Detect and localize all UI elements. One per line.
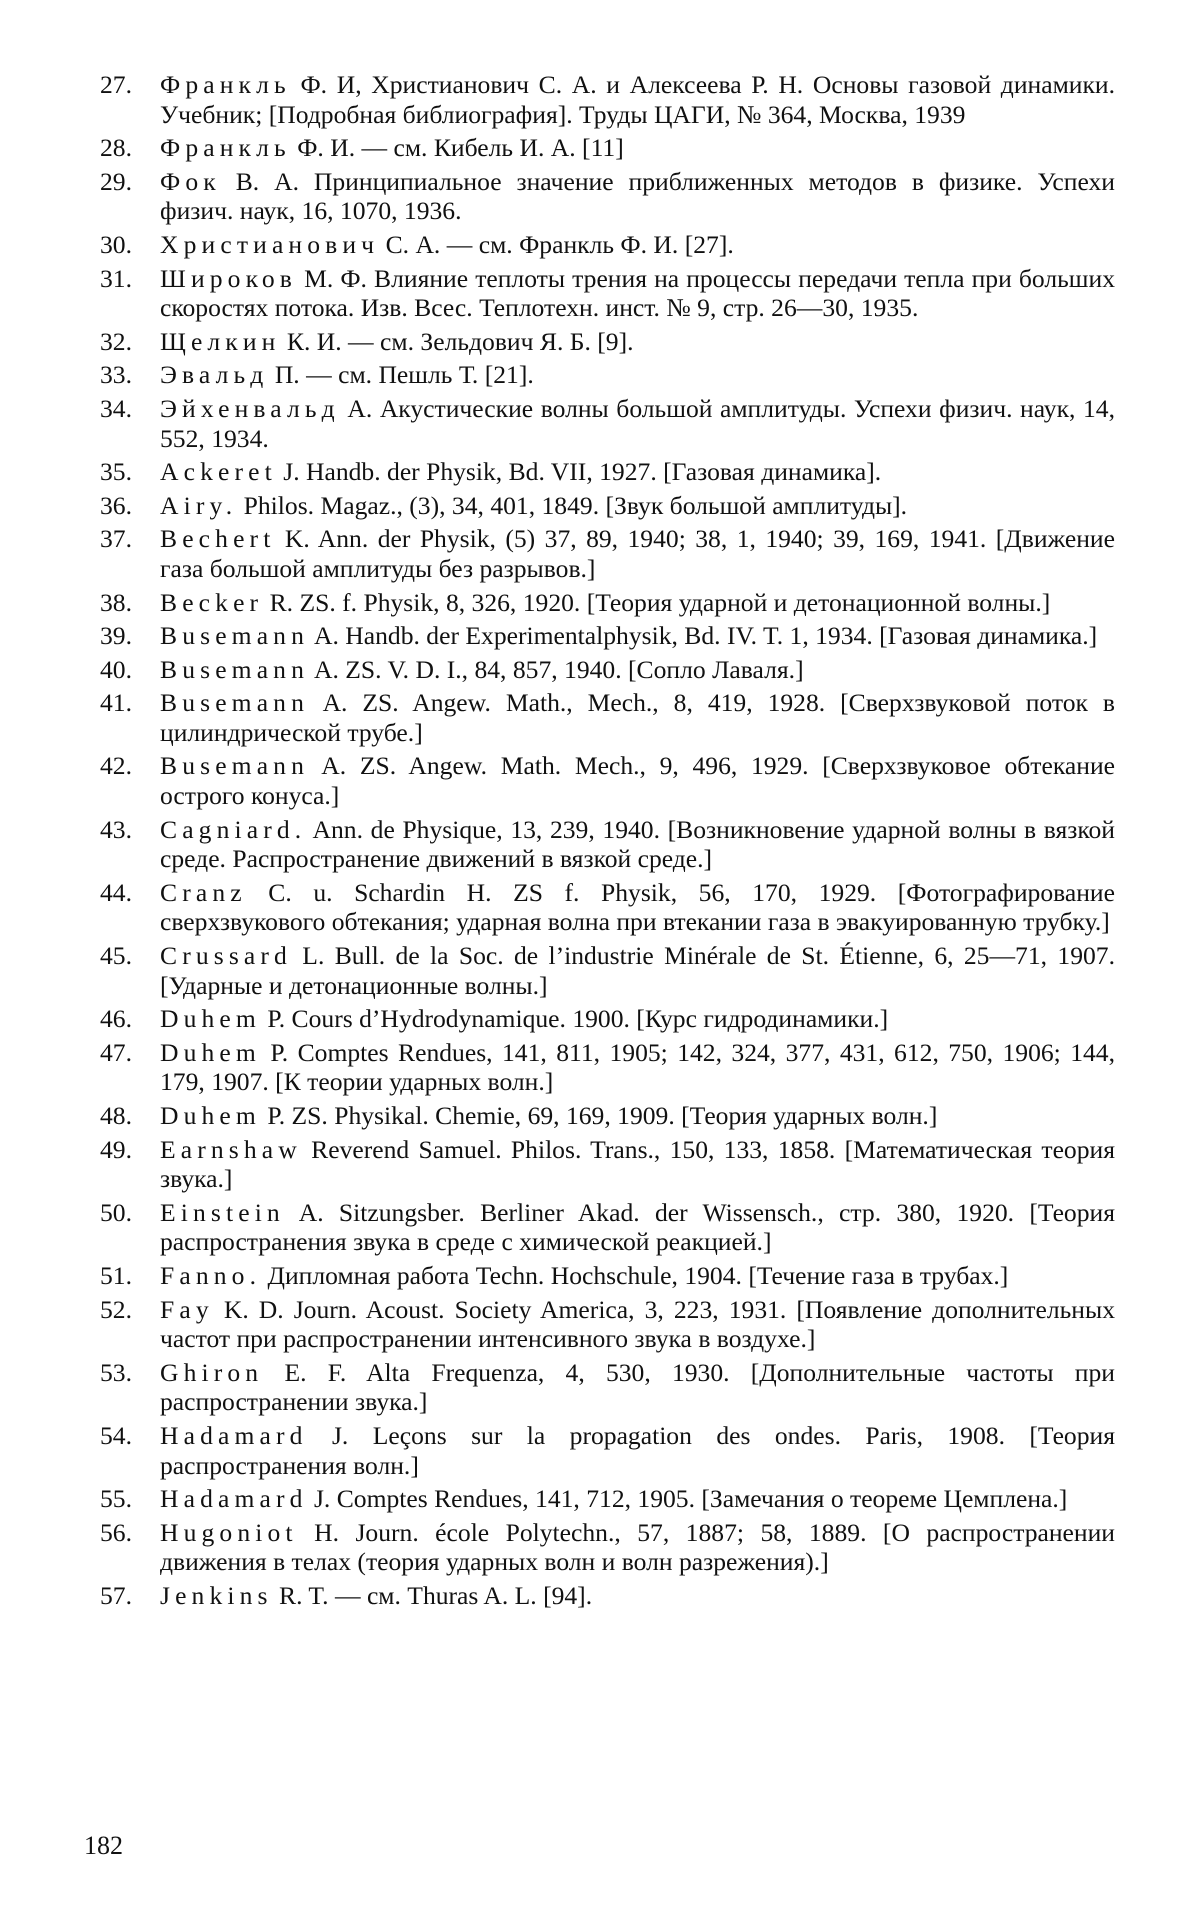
reference-author: Jenkins: [160, 1580, 273, 1610]
reference-number: 41.: [100, 688, 132, 718]
reference-author: Busemann: [160, 654, 310, 684]
reference-author: Cranz: [160, 877, 247, 907]
reference-number: 33.: [100, 360, 132, 390]
reference-number: 31.: [100, 263, 132, 293]
reference-author: Франкль: [160, 70, 291, 99]
reference-list: [100, 70, 1115, 1615]
reference-number: 50.: [100, 1197, 132, 1227]
reference-author: Щелкин: [160, 326, 281, 356]
reference-entry: [100, 941, 1115, 1000]
reference-number: 47.: [100, 1037, 132, 1067]
reference-entry: [100, 133, 1115, 163]
reference-number: 34.: [100, 393, 132, 423]
reference-entry: [100, 588, 1115, 618]
reference-author: Ghiron: [160, 1357, 264, 1387]
reference-author: Hugoniot: [160, 1517, 298, 1547]
reference-author: Ackeret: [160, 457, 277, 487]
reference-text: М. Ф. Влияние теплоты трения на процессы передачи тепла при больших скоростях потока. Изв. Всес. Теплотехн. инст. № 9, стр. 26—30, 1935.: [160, 263, 1115, 323]
reference-entry: [100, 1518, 1115, 1577]
reference-author: Busemann: [160, 621, 310, 651]
reference-number: 48.: [100, 1101, 132, 1130]
reference-author: Duhem: [160, 1101, 261, 1130]
reference-number: 35.: [100, 457, 132, 487]
reference-entry: [100, 264, 1115, 323]
reference-text: P. Cours d’Hydrodynamique. 1900. [Курс гидродинамики.]: [260, 1004, 889, 1034]
reference-number: 37.: [100, 524, 132, 554]
reference-text: A. Handb. der Experimentalphysik, Bd. IV. T. 1, 1934. [Газовая динамика.]: [309, 621, 1098, 651]
reference-author: Bechert: [160, 524, 276, 554]
reference-text: Ф. И. — см. Кибель И. А. [11]: [290, 133, 624, 163]
reference-text: E. F. Alta Frequenza, 4, 530, 1930. [Дополнительные частоты при распространении звука.]: [160, 1357, 1115, 1417]
reference-author: Duhem: [160, 1004, 261, 1034]
reference-number: 57.: [100, 1580, 132, 1610]
reference-number: 49.: [100, 1134, 132, 1164]
reference-entry: [100, 360, 1115, 390]
reference-number: 45.: [100, 941, 132, 971]
reference-entry: [100, 1581, 1115, 1611]
reference-author: Fay: [160, 1294, 214, 1324]
reference-number: 36.: [100, 490, 132, 520]
reference-author: Эйхенвальд: [160, 393, 340, 423]
reference-text: Reverend Samuel. Philos. Trans., 150, 133, 1858. [Математическая теория звука.]: [160, 1134, 1115, 1194]
reference-author: Христианович: [160, 229, 380, 259]
reference-number: 55.: [100, 1484, 132, 1514]
reference-text: A. ZS. V. D. I., 84, 857, 1940. [Сопло Лаваля.]: [309, 654, 804, 684]
reference-entry: [100, 1135, 1115, 1194]
reference-number: 27.: [100, 70, 132, 99]
reference-text: R. ZS. f. Physik, 8, 326, 1920. [Теория ударной и детонационной волны.]: [263, 587, 1051, 617]
reference-entry: [100, 1101, 1115, 1131]
reference-text: J. Handb. der Physik, Bd. VII, 1927. [Газовая динамика].: [276, 457, 882, 487]
reference-entry: [100, 457, 1115, 487]
reference-author: Busemann: [160, 751, 310, 781]
reference-number: 44.: [100, 877, 132, 907]
reference-text: П. — см. Пешль Т. [21].: [268, 360, 534, 390]
reference-author: Crussard: [160, 941, 292, 971]
reference-author: Busemann: [160, 688, 310, 718]
reference-entry: [100, 688, 1115, 747]
page-number: 182: [84, 1831, 123, 1860]
reference-author: Cagniard.: [160, 814, 307, 844]
reference-text: Philos. Magaz., (3), 34, 401, 1849. [Звук большой амплитуды].: [237, 490, 908, 520]
reference-number: 38.: [100, 587, 132, 617]
reference-author: Fanno.: [160, 1260, 262, 1290]
reference-number: 29.: [100, 166, 132, 196]
reference-author: Earnshaw: [160, 1134, 302, 1164]
reference-number: 32.: [100, 326, 132, 356]
reference-text: J. Comptes Rendues, 141, 712, 1905. [Замечания о теореме Цемплена.]: [307, 1484, 1068, 1514]
reference-number: 40.: [100, 654, 132, 684]
reference-number: 43.: [100, 814, 132, 844]
reference-number: 52.: [100, 1294, 132, 1324]
reference-text: С. А. — см. Франкль Ф. И. [27].: [379, 229, 734, 259]
reference-author: Фок: [160, 166, 221, 196]
reference-entry: [100, 230, 1115, 260]
reference-entry: [100, 1484, 1115, 1514]
reference-entry: [100, 1038, 1115, 1097]
reference-text: J. Leçons sur la propagation des ondes. Paris, 1908. [Теория распространения волн.]: [160, 1420, 1115, 1480]
reference-author: Becker: [160, 587, 264, 617]
reference-entry: [100, 394, 1115, 453]
reference-entry: [100, 524, 1115, 583]
reference-number: 28.: [100, 133, 132, 163]
reference-number: 56.: [100, 1517, 132, 1547]
reference-text: R. T. — см. Thuras A. L. [94].: [272, 1580, 593, 1610]
reference-author: Широков: [160, 263, 297, 293]
reference-text: L. Bull. de la Soc. de l’industrie Minérale de St. Étienne, 6, 25—71, 1907. [Ударные и детонационные волны.]: [160, 941, 1115, 1000]
reference-number: 42.: [100, 751, 132, 781]
reference-entry: [100, 621, 1115, 651]
reference-number: 46.: [100, 1004, 132, 1034]
reference-entry: [100, 751, 1115, 810]
reference-entry: [100, 1295, 1115, 1354]
reference-text: A. ZS. Angew. Math., Mech., 8, 419, 1928. [Сверхзвуковой поток в цилиндрической трубе.]: [160, 688, 1115, 747]
reference-entry: [100, 1198, 1115, 1257]
reference-text: C. u. Schardin H. ZS f. Physik, 56, 170, 1929. [Фотографирование сверхзвукового обтекания; ударная волна при втекании газа в эвакуированную трубку.]: [160, 877, 1115, 937]
reference-text: K. Ann. der Physik, (5) 37, 89, 1940; 38, 1, 1940; 39, 169, 1941. [Движение газа большой амплитуды без разрывов.]: [160, 524, 1115, 583]
reference-entry: [100, 1261, 1115, 1291]
reference-number: 30.: [100, 229, 132, 259]
reference-entry: [100, 167, 1115, 226]
reference-number: 54.: [100, 1420, 132, 1450]
reference-text: P. Comptes Rendues, 141, 811, 1905; 142, 324, 377, 431, 612, 750, 1906; 144, 179, 1907. [К теории ударных волн.]: [160, 1037, 1115, 1097]
reference-entry: [100, 70, 1115, 129]
reference-number: 53.: [100, 1357, 132, 1387]
reference-text: Ф. И, Христианович С. А. и Алексеева Р. Н. Основы газовой динамики. Учебник; [Подробная библиография]. Труды ЦАГИ, № 364, Москва, 1939: [160, 70, 1115, 129]
reference-author: Einstein: [160, 1197, 285, 1227]
reference-entry: [100, 491, 1115, 521]
reference-author: Duhem: [160, 1037, 261, 1067]
reference-entry: [100, 327, 1115, 357]
reference-text: К. И. — см. Зельдович Я. Б. [9].: [280, 326, 634, 356]
reference-text: А. Акустические волны большой амплитуды. Успехи физич. наук, 14, 552, 1934.: [160, 393, 1115, 453]
reference-author: Hadamard: [160, 1484, 308, 1514]
reference-text: Дипломная работа Techn. Hochschule, 1904. [Течение газа в трубах.]: [261, 1260, 1009, 1290]
reference-author: Airy.: [160, 490, 238, 520]
reference-entry: [100, 878, 1115, 937]
reference-entry: [100, 655, 1115, 685]
reference-author: Эвальд: [160, 360, 269, 390]
reference-number: 51.: [100, 1260, 132, 1290]
reference-author: Франкль: [160, 133, 291, 163]
reference-text: В. А. Принципиальное значение приближенных методов в физике. Успехи физич. наук, 16, 1070, 1936.: [160, 166, 1115, 226]
reference-text: Ann. de Physique, 13, 239, 1940. [Возникновение ударной волны в вязкой среде. Распространение движений в вязкой среде.]: [160, 814, 1115, 874]
reference-text: A. Sitzungsber. Berliner Akad. der Wissensch., стр. 380, 1920. [Теория распространения звука в среде с химической реакцией.]: [160, 1197, 1115, 1257]
reference-entry: [100, 1004, 1115, 1034]
reference-number: 39.: [100, 621, 132, 651]
reference-author: Hadamard: [160, 1420, 308, 1450]
reference-text: P. ZS. Physikal. Chemie, 69, 169, 1909. [Теория ударных волн.]: [260, 1101, 938, 1130]
reference-text: A. ZS. Angew. Math. Mech., 9, 496, 1929. [Сверхзвуковое обтекание острого конуса.]: [160, 751, 1115, 811]
reference-entry: [100, 815, 1115, 874]
reference-text: H. Journ. école Polytechn., 57, 1887; 58, 1889. [О распространении движения в телах (теория ударных волн и волн разрежения).]: [160, 1517, 1115, 1577]
reference-entry: [100, 1421, 1115, 1480]
reference-entry: [100, 1358, 1115, 1417]
reference-text: K. D. Journ. Acoust. Society America, 3, 223, 1931. [Появление дополнительных частот при распространении интенсивного звука в воздухе.]: [160, 1294, 1115, 1354]
